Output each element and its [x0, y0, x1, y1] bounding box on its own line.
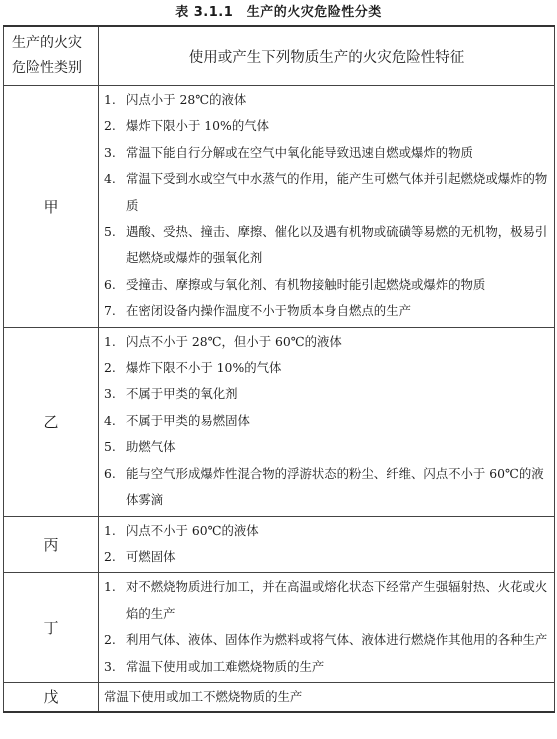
- header-category: [4, 26, 99, 86]
- single-text-cell: 常温下使用或加工不燃烧物质的生产: [99, 682, 555, 712]
- table-row: [4, 516, 555, 573]
- item-number: 5.: [104, 439, 116, 455]
- table-row: [4, 327, 555, 516]
- item-text: 不属于甲类的氧化剂: [126, 386, 238, 402]
- item-number: 3.: [104, 386, 116, 402]
- item-number: 6.: [104, 276, 116, 292]
- category-cell: 甲: [4, 86, 99, 328]
- category-cell: 乙: [4, 327, 99, 516]
- category-cell: 戊: [4, 682, 99, 712]
- fire-hazard-table: [3, 25, 555, 713]
- item-text: 常温下能自行分解或在空气中氧化能导致迅速自燃或爆炸的物质: [126, 144, 473, 160]
- item-number: 7.: [104, 303, 116, 319]
- list-item: [104, 298, 554, 324]
- item-text: 利用气体、液体、固体作为燃料或将气体、液体进行燃烧作其他用的各种生产: [126, 632, 548, 648]
- item-text: 在密闭设备内操作温度不小于物质本身自燃点的生产: [126, 303, 411, 319]
- item-text: 闪点小于 28℃的液体: [126, 92, 247, 107]
- item-number: 1.: [104, 333, 116, 349]
- item-text: 爆炸下限不小于 10%的气体: [126, 360, 282, 376]
- list-item: [104, 461, 554, 514]
- list-item: [104, 166, 554, 219]
- item-text: 闪点不小于 60℃的液体: [126, 522, 259, 538]
- item-text: 遇酸、受热、撞击、摩擦、催化以及遇有机物或硫磺等易燃的无机物，极易引起燃烧或爆炸的强氧化剂: [126, 224, 548, 266]
- category-cell: 丙: [4, 516, 99, 573]
- item-text: 助燃气体: [126, 439, 176, 455]
- item-text: 受撞击、摩擦或与氧化剂、有机物接触时能引起燃烧或爆炸的物质: [126, 276, 486, 292]
- list-item: [104, 518, 554, 544]
- list-item: [104, 408, 554, 434]
- item-number: 2.: [104, 118, 116, 134]
- category-cell: 丁: [4, 573, 99, 683]
- item-number: 5.: [104, 224, 116, 240]
- item-number: 1.: [104, 92, 116, 107]
- item-number: 2.: [104, 548, 116, 564]
- item-number: 2.: [104, 360, 116, 376]
- item-text: 常温下受到水或空气中水蒸气的作用，能产生可燃气体并引起燃烧或爆炸的物质: [126, 171, 548, 213]
- list-item: [104, 355, 554, 381]
- header-row: [4, 26, 555, 86]
- list-item: [104, 434, 554, 460]
- list-item: [104, 544, 554, 570]
- list-item: [104, 272, 554, 298]
- list-item: [104, 627, 554, 653]
- header-category-line1: 生产的火灾: [12, 35, 82, 51]
- item-number: 1.: [104, 579, 116, 595]
- items-cell: [99, 327, 555, 516]
- list-item: [104, 654, 554, 680]
- list-item: [104, 87, 554, 113]
- item-text: 可燃固体: [126, 548, 176, 564]
- items-cell: [99, 573, 555, 683]
- item-text: 能与空气形成爆炸性混合物的浮游状态的粉尘、纤维、闪点不小于 60℃的液体雾滴: [126, 465, 544, 508]
- header-category-line2: 危险性类别: [12, 60, 82, 76]
- table-row: [4, 86, 555, 328]
- item-number: 6.: [104, 465, 116, 481]
- item-number: 1.: [104, 522, 116, 538]
- list-item: [104, 113, 554, 139]
- item-number: 3.: [104, 144, 116, 160]
- list-item: [104, 329, 554, 355]
- list-item: [104, 140, 554, 166]
- header-characteristics: 使用或产生下列物质生产的火灾危险性特征: [99, 26, 555, 86]
- table-row: [4, 682, 555, 712]
- items-cell: [99, 86, 555, 328]
- item-text: 常温下使用或加工难燃烧物质的生产: [126, 658, 325, 674]
- item-text: 闪点不小于 28℃，但小于 60℃的液体: [126, 333, 342, 349]
- item-text: 不属于甲类的易燃固体: [126, 412, 250, 428]
- list-item: [104, 219, 554, 272]
- list-item: [104, 381, 554, 407]
- item-number: 4.: [104, 171, 116, 187]
- list-item: [104, 574, 554, 627]
- item-number: 2.: [104, 632, 116, 648]
- item-number: 4.: [104, 412, 116, 428]
- table-row: [4, 573, 555, 683]
- table-title: 表 3.1.1 生产的火灾危险性分类: [175, 5, 382, 20]
- item-text: 对不燃烧物质进行加工，并在高温或熔化状态下经常产生强辐射热、火花或火焰的生产: [126, 579, 548, 621]
- item-text: 爆炸下限小于 10%的气体: [126, 118, 269, 134]
- item-number: 3.: [104, 658, 116, 674]
- items-cell: [99, 516, 555, 573]
